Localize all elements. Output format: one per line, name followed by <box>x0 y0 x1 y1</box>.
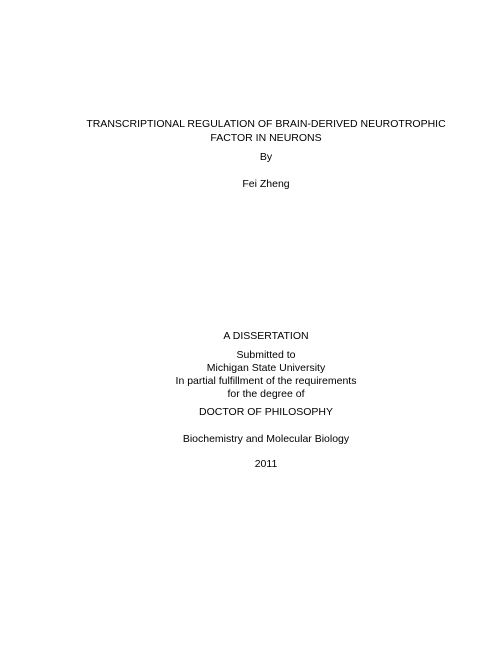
by-label: By <box>259 151 273 163</box>
degree-intro-line: for the degree of <box>227 388 305 400</box>
submitted-to-line: Submitted to <box>236 349 296 361</box>
program-name: Biochemistry and Molecular Biology <box>182 433 350 445</box>
university-line: Michigan State University <box>206 362 326 374</box>
author-name: Fei Zheng <box>242 178 290 190</box>
degree-name: DOCTOR OF PHILOSOPHY <box>199 406 333 418</box>
title-line-2: FACTOR IN NEURONS <box>210 132 322 144</box>
requirements-line: In partial fulfillment of the requirements <box>175 375 357 387</box>
document-type: A DISSERTATION <box>223 330 309 342</box>
title-line-1: TRANSCRIPTIONAL REGULATION OF BRAIN-DERIVED NEUROTROPHIC <box>86 118 446 130</box>
year: 2011 <box>254 458 278 470</box>
